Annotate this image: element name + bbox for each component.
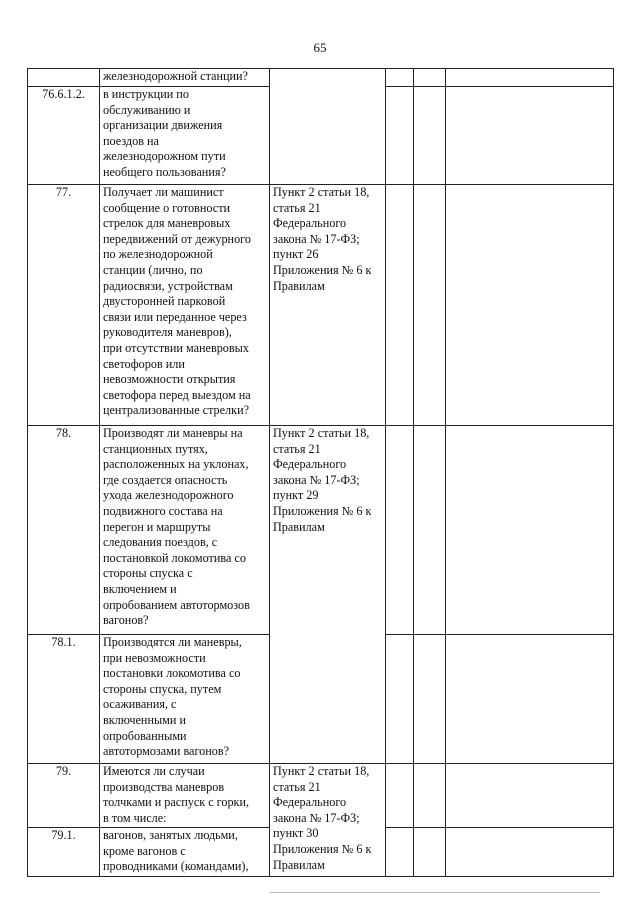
question-text: Имеются ли случаи производства маневров толчками и распуск с горки, в том числе: [100,764,270,828]
item-number: 78.1. [28,635,100,764]
item-number: 79.1. [28,828,100,877]
answer-yes-cell [386,764,414,828]
answer-no-cell [414,185,446,426]
item-number: 76.6.1.2. [28,87,100,185]
answer-no-cell [414,426,446,635]
notes-cell [446,764,614,828]
answer-yes-cell [386,69,414,87]
notes-cell [446,828,614,877]
table-row [28,426,614,635]
question-text: Производятся ли маневры, при невозможности постановки локомотива со стороны спуска, путем осаживания, с включенными и опробованными автотормозами вагонов? [100,635,270,764]
page-bottom-rule [270,892,600,893]
answer-no-cell [414,69,446,87]
reference-text [270,69,386,185]
answer-no-cell [414,635,446,764]
question-text: в инструкции по обслуживанию и организации движения поездов на железнодорожном пути необщего пользования? [100,87,270,185]
notes-cell [446,185,614,426]
answer-no-cell [414,828,446,877]
notes-cell [446,87,614,185]
question-text: Производят ли маневры на станционных путях, расположенных на уклонах, где создается опасность ухода железнодорожного подвижного состава на перегон и маршруты следования поездов, с постановкой локомотива со стороны спуска с включением и опробованием автотормозов вагонов? [100,426,270,635]
notes-cell [446,635,614,764]
question-text: вагонов, занятых людьми, кроме вагонов с проводниками (командами), [100,828,270,877]
answer-no-cell [414,87,446,185]
notes-cell [446,426,614,635]
page-number: 65 [313,40,327,55]
reference-text: Пункт 2 статьи 18, статья 21 Федерального закона № 17-ФЗ; пункт 30 Приложения № 6 к Правилам [270,764,386,877]
table-row [28,764,614,828]
answer-yes-cell [386,635,414,764]
item-number [28,69,100,87]
item-number: 78. [28,426,100,635]
answer-yes-cell [386,828,414,877]
checklist-table [27,68,614,877]
answer-no-cell [414,764,446,828]
table-row [28,185,614,426]
table-row [28,69,614,87]
item-number: 77. [28,185,100,426]
reference-text: Пункт 2 статьи 18, статья 21 Федерального закона № 17-ФЗ; пункт 26 Приложения № 6 к Правилам [270,185,386,426]
question-text: железнодорожной станции? [100,69,270,87]
reference-text: Пункт 2 статьи 18, статья 21 Федерального закона № 17-ФЗ; пункт 29 Приложения № 6 к Правилам [270,426,386,764]
answer-yes-cell [386,87,414,185]
item-number: 79. [28,764,100,828]
question-text: Получает ли машинист сообщение о готовности стрелок для маневровых передвижений от дежурного по железнодорожной станции (лично, по радиосвязи, устройствам двусторонней парковой связи или переданное через руководителя маневров), при отсутствии маневровых светофоров или невозможности открытия светофора перед выездом на централизованные стрелки? [100,185,270,426]
answer-yes-cell [386,426,414,635]
notes-cell [446,69,614,87]
answer-yes-cell [386,185,414,426]
